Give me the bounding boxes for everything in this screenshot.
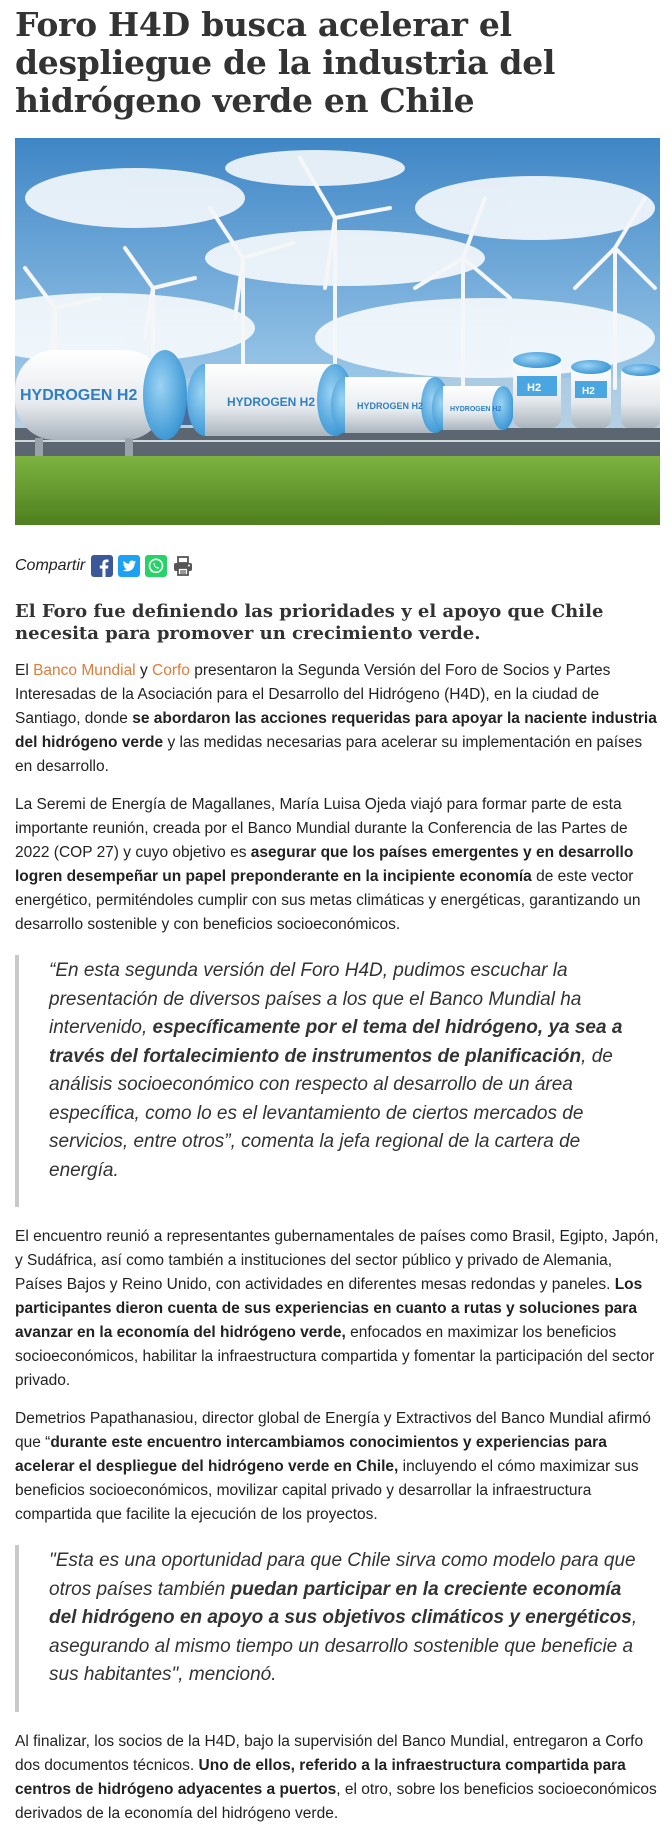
twitter-icon[interactable]	[118, 555, 140, 577]
print-icon[interactable]	[172, 555, 194, 577]
paragraph-5: Al finalizar, los socios de la H4D, bajo la supervisión del Banco Mundial, entregaron a Corfo dos documentos técnicos. Uno de ellos, referido a la infraestructura compartida para centros de hidrógeno adyacentes a puertos, el otro, sobre los beneficios socioeconómicos derivados de la economía del hidrógeno verde.	[15, 1732, 657, 1822]
paragraph-4: Demetrios Papathanasiou, director global de Energía y Extractivos del Banco Mundial afirmó que “durante este encuentro intercambiamos conocimientos y experiencias para acelerar el despliegue del hidrógeno verde en Chile, incluyendo el cómo maximizar sus beneficios socioeconómicos, movilizar capital privado y desarrollar la infraestructura compartida que facilite la ejecución de los proyectos.	[15, 1410, 651, 1523]
quote-1: “En esta segunda versión del Foro H4D, pudimos escuchar la presentación de diversos países a los que el Banco Mundial ha intervenido, específicamente por el tema del hidrógeno, ya sea a través del fortalecimiento de instrumentos de planificación, de análisis socioeconómico con respecto al desarrollo de un área específica, como lo es el levantamiento de ciertos mercados de servicios, entre otros”, comenta la jefa regional de la cartera de energía.	[15, 955, 660, 1207]
tank-label-1: HYDROGEN H2	[20, 387, 138, 404]
quote-2: "Esta es una oportunidad para que Chile sirva como modelo para que otros países también puedan participar en la creciente economía del hidrógeno en apoyo a sus objetivos climáticos y energéticos, asegurando al mismo tiempo un desarrollo sostenible que beneficie a sus habitantes", mencionó.	[15, 1545, 660, 1712]
whatsapp-icon[interactable]	[145, 555, 167, 577]
link-corfo[interactable]: Corfo	[152, 662, 190, 679]
hero-image	[15, 138, 660, 525]
article	[15, 0, 660, 1826]
article-title: Foro H4D busca acelerar el despliegue de la industria del hidrógeno verde en Chile	[15, 5, 556, 120]
paragraph-2: La Seremi de Energía de Magallanes, María Luisa Ojeda viajó para formar parte de esta importante reunión, creada por el Banco Mundial durante la Conferencia de las Partes de 2022 (COP 27) y cuyo objetivo es asegurar que los países emergentes y en desarrollo logren desempeñar un papel preponderante en la incipiente economía de este vector energético, permiténdoles cumplir con sus metas climáticas y energéticas, garantizando un desarrollo sostenible y con beneficios socioeconómicos.	[15, 796, 641, 933]
share-label: Compartir	[15, 557, 86, 574]
paragraph-1: El Banco Mundial y Corfo presentaron la Segunda Versión del Foro de Socios y Partes Interesadas de la Asociación para el Desarrollo del Hidrógeno (H4D), en la ciudad de Santiago, donde se abordaron las acciones requeridas para apoyar la naciente industria del hidrógeno verde y las medidas necesarias para acelerar su implementación en países en desarrollo.	[15, 662, 657, 775]
tank-label-2: HYDROGEN H2	[227, 395, 316, 409]
share-bar	[15, 553, 660, 579]
link-banco-mundial[interactable]: Banco Mundial	[33, 662, 136, 679]
tank-label-4: HYDROGEN H2	[450, 406, 502, 413]
article-subtitle: El Foro fue definiendo las prioridades y el apoyo que Chile necesita para promover un crecimiento verde.	[15, 601, 604, 644]
tank-label-5: H2	[527, 382, 542, 394]
tank-label-6: H2	[582, 386, 595, 397]
paragraph-3: El encuentro reunió a representantes gubernamentales de países como Brasil, Egipto, Japón, y Sudáfrica, así como también a instituciones del sector público y privado de Alemania, Países Bajos y Reino Unido, con actividades en diferentes mesas redondas y paneles. Los participantes dieron cuenta de sus experiencias en cuanto a rutas y soluciones para avanzar en la economía del hidrógeno verde, enfocados en maximizar los beneficios socioeconómicos, habilitar la infraestructura compartida y fomentar la participación del sector privado.	[15, 1228, 659, 1389]
facebook-icon[interactable]	[91, 555, 113, 577]
tank-label-3: HYDROGEN H2	[357, 401, 424, 411]
